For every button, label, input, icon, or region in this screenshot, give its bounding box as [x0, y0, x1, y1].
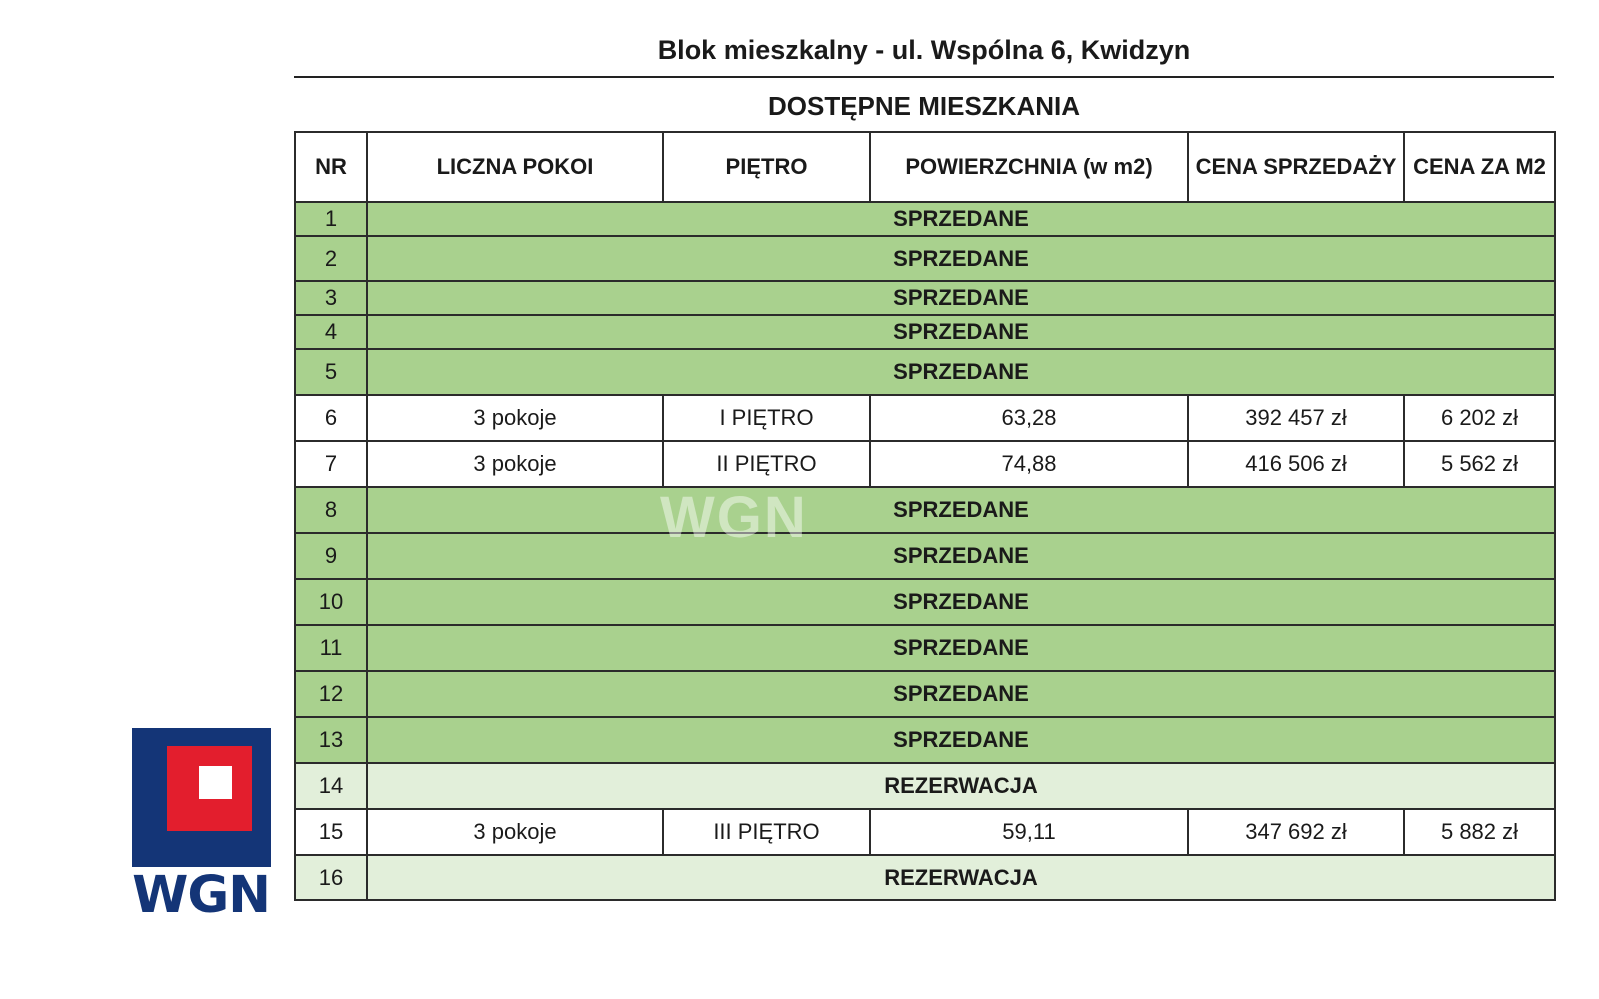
row-status-sold: SPRZEDANE	[367, 533, 1555, 579]
row-rooms: 3 pokoje	[367, 441, 663, 487]
row-nr: 16	[295, 855, 367, 900]
header-floor: PIĘTRO	[663, 132, 870, 202]
table-row	[295, 855, 1555, 900]
row-status-sold: SPRZEDANE	[367, 487, 1555, 533]
row-status-sold: SPRZEDANE	[367, 717, 1555, 763]
row-nr: 12	[295, 671, 367, 717]
table-row	[295, 441, 1555, 487]
document-subtitle: DOSTĘPNE MIESZKANIA	[767, 91, 1081, 121]
header-nr: NR	[295, 132, 367, 202]
table-row	[295, 202, 1555, 236]
row-price: 347 692 zł	[1188, 809, 1404, 855]
row-nr: 15	[295, 809, 367, 855]
logo-red-square	[167, 746, 252, 831]
row-status-sold: SPRZEDANE	[367, 202, 1555, 236]
row-nr: 9	[295, 533, 367, 579]
row-floor: II PIĘTRO	[663, 441, 870, 487]
header-price: CENA SPRZEDAŻY	[1188, 132, 1404, 202]
row-status-sold: SPRZEDANE	[367, 579, 1555, 625]
row-floor: I PIĘTRO	[663, 395, 870, 441]
row-status-sold: SPRZEDANE	[367, 349, 1555, 395]
row-floor: III PIĘTRO	[663, 809, 870, 855]
table-row	[295, 717, 1555, 763]
table-row	[295, 487, 1555, 533]
table-row	[295, 315, 1555, 349]
row-rooms: 3 pokoje	[367, 395, 663, 441]
row-nr: 5	[295, 349, 367, 395]
row-nr: 1	[295, 202, 367, 236]
row-rooms: 3 pokoje	[367, 809, 663, 855]
row-price-per-m2: 6 202 zł	[1404, 395, 1555, 441]
row-status-reserved: REZERWACJA	[367, 855, 1555, 900]
row-nr: 4	[295, 315, 367, 349]
row-area: 63,28	[870, 395, 1188, 441]
row-price-per-m2: 5 562 zł	[1404, 441, 1555, 487]
wgn-watermark: WGN	[660, 485, 808, 550]
row-nr: 14	[295, 763, 367, 809]
header-price-per-m2: CENA ZA M2	[1404, 132, 1555, 202]
header-area: POWIERZCHNIA (w m2)	[870, 132, 1188, 202]
row-nr: 13	[295, 717, 367, 763]
row-nr: 3	[295, 281, 367, 315]
row-status-sold: SPRZEDANE	[367, 315, 1555, 349]
row-price: 392 457 zł	[1188, 395, 1404, 441]
row-area: 59,11	[870, 809, 1188, 855]
table-row	[295, 809, 1555, 855]
row-nr: 11	[295, 625, 367, 671]
row-nr: 6	[295, 395, 367, 441]
title-divider	[294, 76, 1554, 78]
table-header-row	[295, 132, 1555, 202]
row-nr: 10	[295, 579, 367, 625]
table-row	[295, 671, 1555, 717]
table-row	[295, 763, 1555, 809]
document-title: Blok mieszkalny - ul. Wspólna 6, Kwidzyn	[657, 35, 1191, 65]
row-status-sold: SPRZEDANE	[367, 236, 1555, 281]
table-row	[295, 625, 1555, 671]
wgn-logo-text: WGN	[132, 866, 270, 925]
row-status-reserved: REZERWACJA	[367, 763, 1555, 809]
table-row	[295, 236, 1555, 281]
row-price: 416 506 zł	[1188, 441, 1404, 487]
header-rooms: LICZNA POKOI	[367, 132, 663, 202]
row-nr: 8	[295, 487, 367, 533]
row-price-per-m2: 5 882 zł	[1404, 809, 1555, 855]
table-row	[295, 349, 1555, 395]
logo-white-square	[199, 766, 232, 799]
row-status-sold: SPRZEDANE	[367, 281, 1555, 315]
row-nr: 7	[295, 441, 367, 487]
row-status-sold: SPRZEDANE	[367, 671, 1555, 717]
row-area: 74,88	[870, 441, 1188, 487]
table-row	[295, 281, 1555, 315]
table-row	[295, 579, 1555, 625]
row-nr: 2	[295, 236, 367, 281]
table-row	[295, 395, 1555, 441]
table-row	[295, 533, 1555, 579]
row-status-sold: SPRZEDANE	[367, 625, 1555, 671]
apartments-table	[294, 131, 1556, 901]
wgn-logo-icon	[132, 728, 271, 867]
